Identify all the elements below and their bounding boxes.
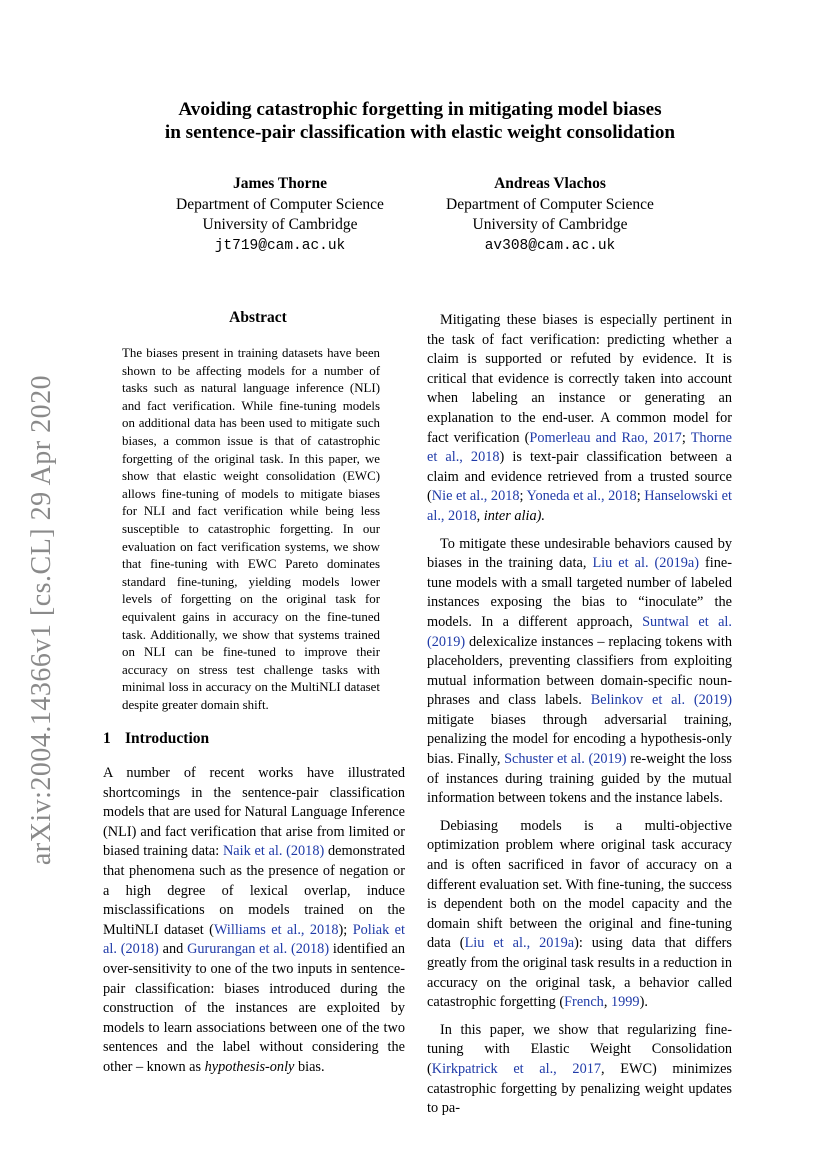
text-run: mitigate biases through adversarial training, penalizing the model for encoding a hypothesis-only bias. Finally, <box>427 711 732 768</box>
text-run: demonstrated that phenomena such as the presence of negation or a high degree of lexical overlap, induce misclassifications on models trained on the MultiNLI dataset ( <box>103 843 405 938</box>
author-name: James Thorne <box>232 175 327 192</box>
text-run: ) is text-pair classification between a claim and evidence retrieved from a trusted source ( <box>427 449 733 505</box>
text-run: identified an over-sensitivity to one of the two inputs in sentence-pair classification: biases introduced during the construction of the instances are exploited by models to learn associations between one of the two sentences and the label without considering the other – known as <box>103 941 405 1075</box>
text-run: ; <box>636 488 645 505</box>
arxiv-stamp <box>12 360 72 880</box>
text-run: ). <box>639 994 648 1011</box>
italic-term: inter alia). <box>483 507 545 524</box>
text-run: bias. <box>294 1058 325 1075</box>
title-line-1: Avoiding catastrophic forgetting in mitigating model biases <box>178 99 662 120</box>
text-run: , EWC) minimizes catastrophic forgetting by penalizing weight updates to pa- <box>427 1060 732 1117</box>
citation-link[interactable]: Pomerleau and Rao, 2017 <box>529 429 682 446</box>
text-run: To mitigate these undesirable behaviors caused by biases in the training data, <box>427 535 732 572</box>
paragraph <box>427 311 732 527</box>
text-run: A number of recent works have illustrated shortcomings in the sentence-pair classification models that are used for Natural Language Inference (NLI) and fact verification that arise from limited or biased training data: <box>103 765 405 860</box>
citation-link[interactable]: Williams et al., 2018 <box>213 921 339 938</box>
text-run: delexicalize instances – replacing tokens with placeholders, preventing classifiers from exploiting mutual information between domain-specific noun-phrases and class labels. <box>427 633 732 709</box>
citation-link[interactable]: Thorne et al., 2018 <box>427 429 732 466</box>
section-number: 1 <box>103 730 111 747</box>
text-run: ; <box>681 429 691 446</box>
text-run: Debiasing models is a multi-objective optimization problem where original task accuracy and is often sacrificed in favor of accuracy on a different evaluation set. With fine-tuning, the success is dependent both on the model capacity and the domain shift between the original and fine-tuning data ( <box>427 817 732 952</box>
text-run: ); <box>338 921 353 938</box>
author-email: av308@cam.ac.uk <box>484 237 616 254</box>
abstract-text: The biases present in training datasets have been shown to be affecting models for a number of tasks such as natural language inference (NLI) and fact verification. While fine-tuning models on additional data has been used to mitigate such biases, a common issue is that of catastrophic forgetting of the original task. In this paper, we show that elastic weight consolidation (EWC) allows fine-tuning of models to mitigate biases for NLI and fact verification while being less susceptible to catastrophic forgetting. In our evaluation on fact verification systems, we show that fine-tuning with EWC Pareto dominates standard fine-tuning, yielding models lower levels of forgetting on the original task for equivalent gains in accuracy on the fine-tuned task. Additionally, we show that systems trained on NLI can be fine-tuned to improve their accuracy on stress test challenge tasks with minimal loss in accuracy on the MultiNLI dataset despite greater domain shift. <box>122 346 380 712</box>
title-line-2: in sentence-pair classification with elastic weight consolidation <box>164 122 676 143</box>
author-email: jt719@cam.ac.uk <box>214 237 346 254</box>
author-dept: Department of Computer Science <box>446 195 654 213</box>
citation-link[interactable]: Yoneda et al., 2018 <box>526 488 637 505</box>
citation-link[interactable]: Poliak et al. (2018) <box>103 921 406 958</box>
left-column-body <box>103 764 405 1078</box>
text-run: re-weight the loss of instances during training guided by the mutual information between tokens and the instance labels. <box>427 751 732 807</box>
citation-link[interactable]: French <box>564 994 604 1011</box>
author-univ: University of Cambridge <box>202 216 358 233</box>
text-run: In this paper, we show that regularizing fine-tuning with Elastic Weight Consolidation ( <box>427 1021 732 1077</box>
text-run: , <box>476 507 484 524</box>
text-run: ): using data that differs greatly from the original task results in a reduction in accuracy on the original task, a behavior called catastrophic forgetting ( <box>427 935 732 1011</box>
citation-link[interactable]: 1999 <box>610 994 640 1011</box>
citation-link[interactable]: Hanselowski et al., 2018 <box>427 488 733 524</box>
citation-link[interactable]: Belinkov et al. (2019) <box>590 692 733 709</box>
text-run: , <box>603 994 611 1011</box>
paragraph <box>427 535 732 809</box>
arxiv-id: arXiv:2004.14366v1 [cs.CL] 29 Apr 2020 <box>26 374 58 866</box>
paragraph <box>103 764 405 1078</box>
author-block-1 <box>160 174 400 256</box>
text-run: fine-tune models with a small targeted number of labeled instances exposing the bias to “inoculate” the models. In a different approach, <box>427 555 732 630</box>
italic-term: hypothesis-only <box>204 1058 295 1075</box>
citation-link[interactable]: Kirkpatrick et al., 2017 <box>431 1060 602 1077</box>
text-run: Mitigating these biases is especially pertinent in the task of fact verification: predicting whether a claim is supported or refuted by evidence. It is critical that evidence is correctly taken into account when labeling an instance or generating an explanation to the end-user. A common model for fact verification ( <box>427 312 732 446</box>
author-block-2 <box>430 174 670 256</box>
section-heading <box>103 730 403 748</box>
citation-link[interactable]: Suntwal et al. (2019) <box>427 613 732 650</box>
citation-link[interactable]: Liu et al. (2019a) <box>592 555 699 572</box>
section-title: Introduction <box>125 730 210 747</box>
author-dept: Department of Computer Science <box>176 195 384 213</box>
citation-link[interactable]: Nie et al., 2018 <box>431 488 520 505</box>
paper-title <box>100 98 740 144</box>
text-run: ; <box>519 488 527 505</box>
abstract-heading: Abstract <box>229 309 287 326</box>
citation-link[interactable]: Gururangan et al. (2018) <box>187 941 330 958</box>
paragraph <box>427 817 732 1013</box>
citation-link[interactable]: Schuster et al. (2019) <box>504 751 627 768</box>
right-column-body <box>427 311 732 1119</box>
text-run: and <box>158 941 188 958</box>
paragraph <box>427 1021 732 1119</box>
citation-link[interactable]: Liu et al., 2019a <box>464 935 575 952</box>
author-univ: University of Cambridge <box>472 216 628 233</box>
author-name: Andreas Vlachos <box>494 175 606 192</box>
citation-link[interactable]: Naik et al. (2018) <box>222 843 325 860</box>
